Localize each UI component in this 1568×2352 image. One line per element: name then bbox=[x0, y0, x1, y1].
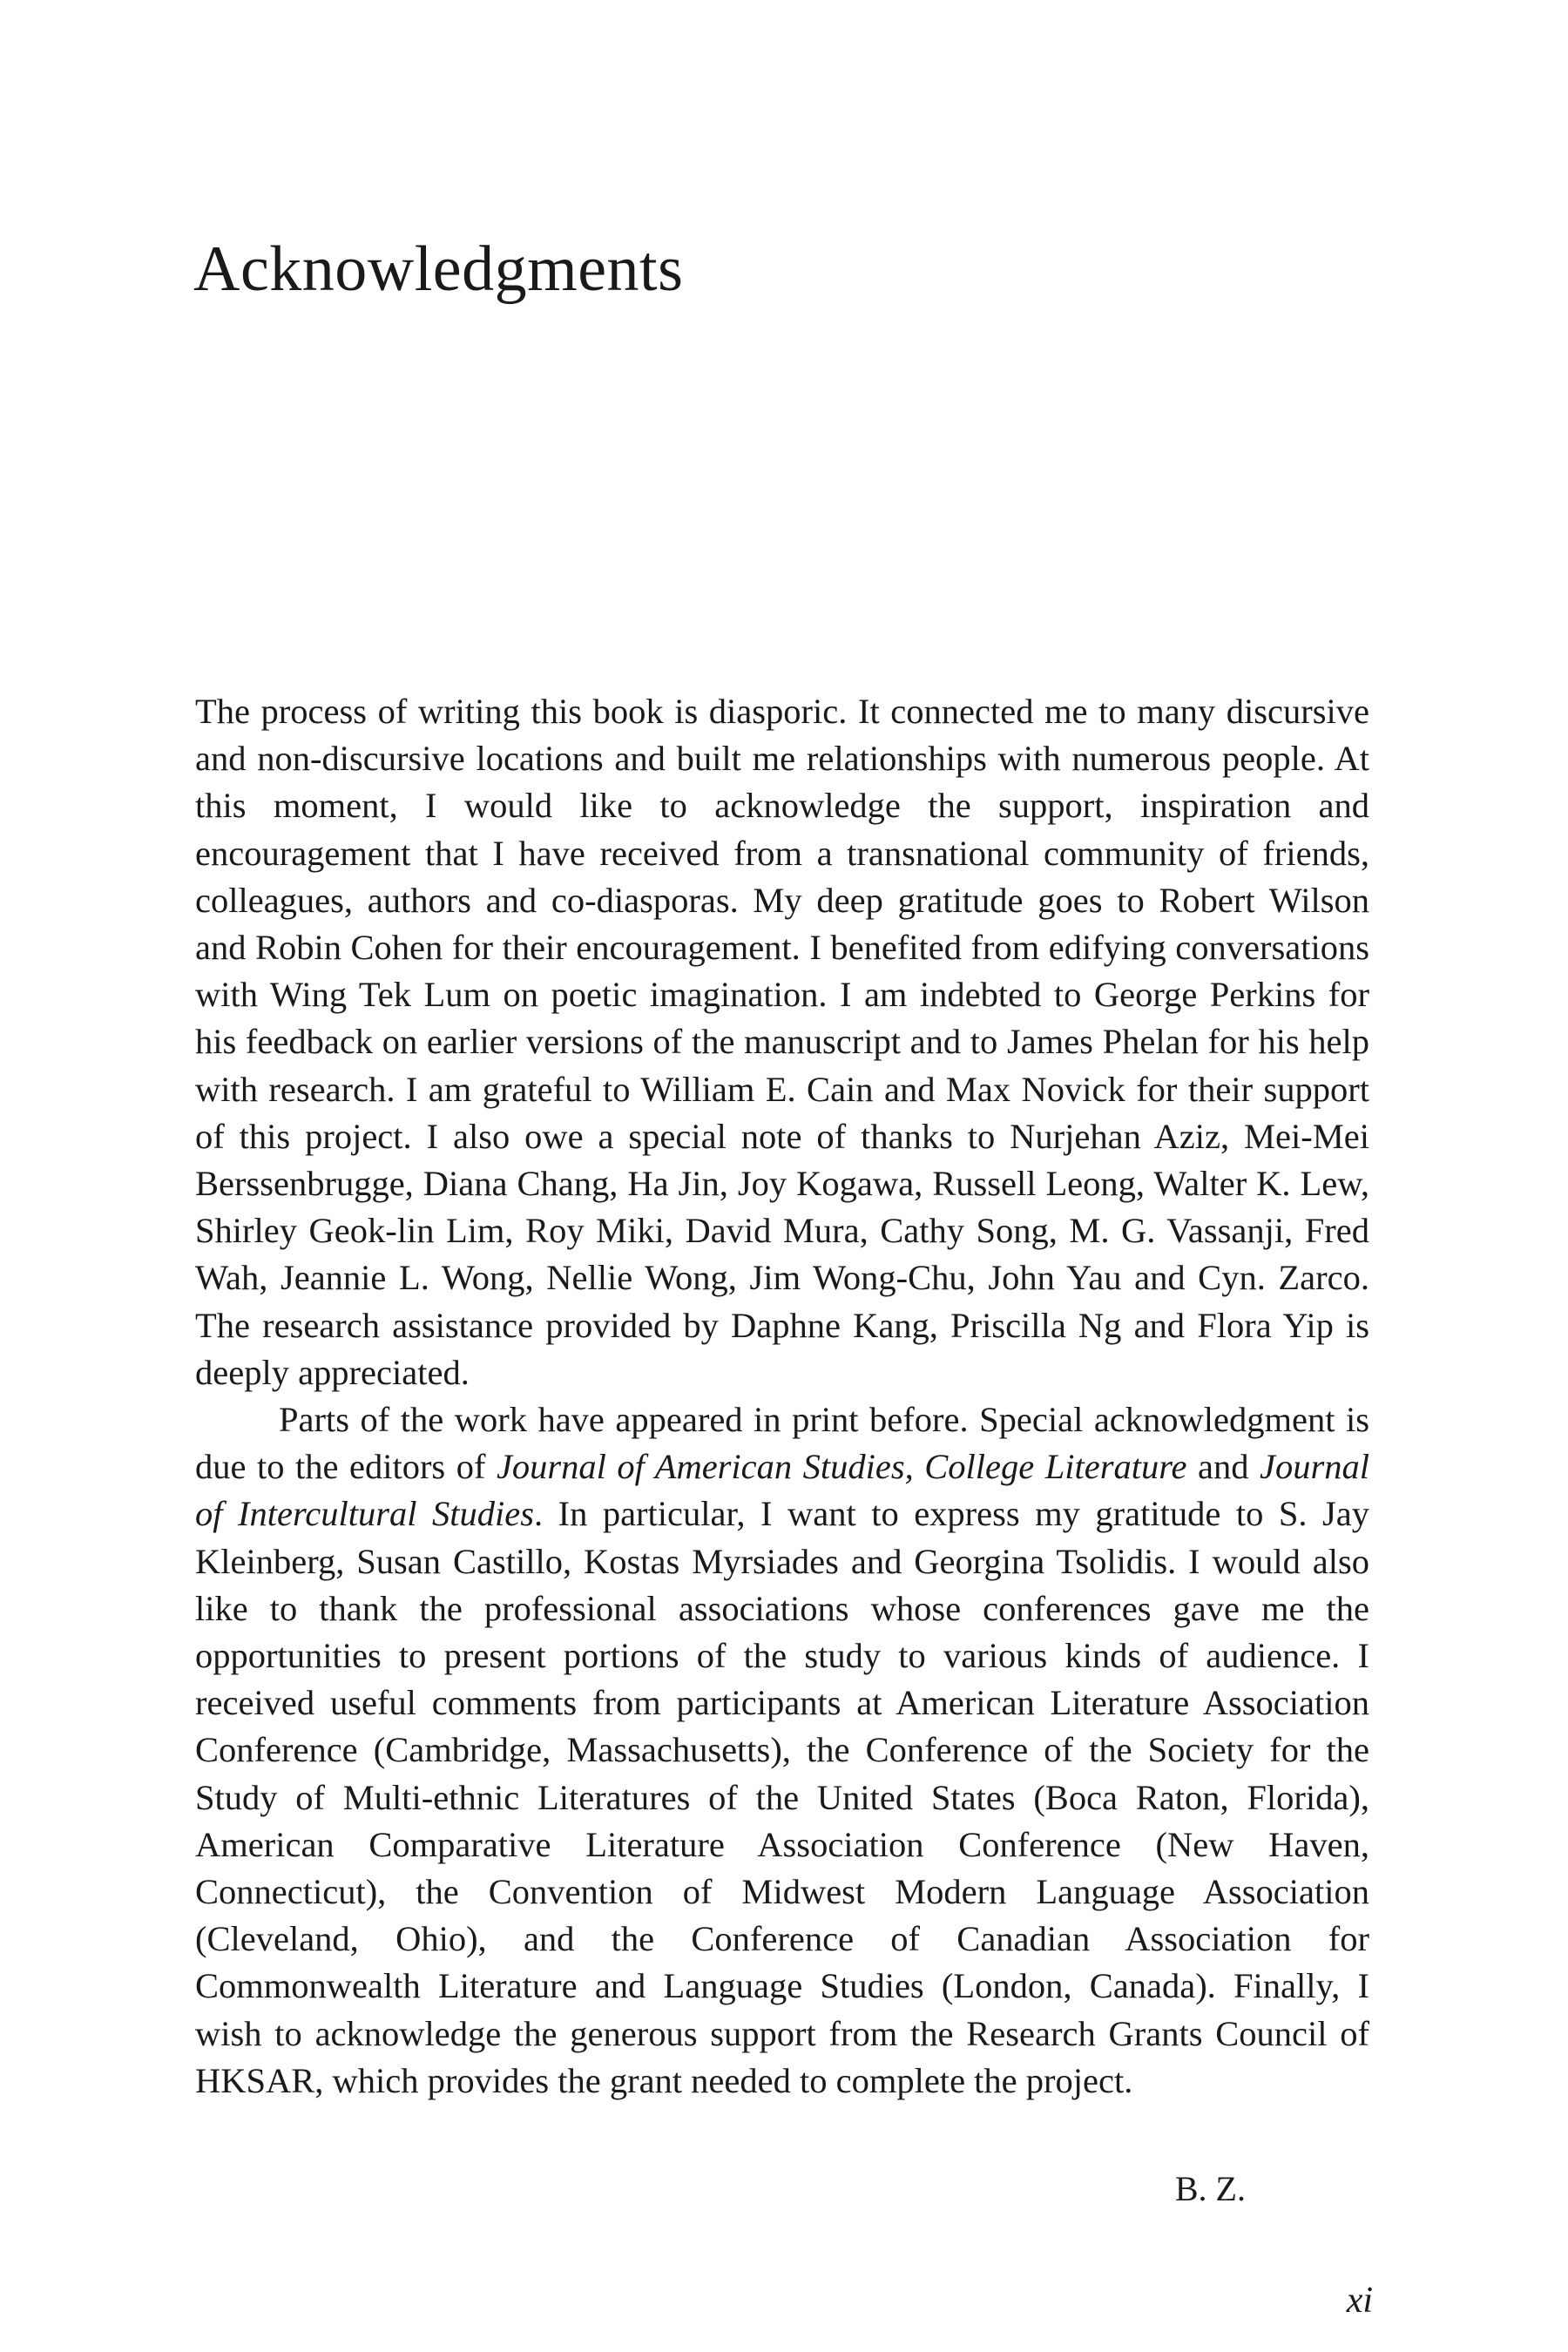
paragraph-2-text-rest: . In particular, I want to express my gratitude to S. Jay Kleinberg, Susan Castillo, Kostas Myrsiades and Georgina Tsolidis. I would also like to thank the professional associations whose conferences gave me the opportunities to present portions of the study to various kinds of audience. I received useful comments from participants at American Literature Association Conference (Cambridge, Massachusetts), the Conference of the Society for the Study of Multi-ethnic Literatures of the United States (Boca Raton, Florida), American Comparative Literature Association Conference (New Haven, Connecticut), the Convention of Midwest Modern Language Association (Cleveland, Ohio), and the Conference of Canadian Association for Commonwealth Literature and Language Studies (London, Canada). Finally, I wish to acknowledge the generous support from the Research Grants Council of HKSAR, which provides the grant needed to complete the project. bbox=[195, 1494, 1369, 2100]
page-number: xi bbox=[1346, 2281, 1373, 2321]
page-title: Acknowledgments bbox=[193, 233, 684, 305]
paragraph-1 bbox=[195, 688, 1369, 1396]
paragraph-1-text: The process of writing this book is diasporic. It connected me to many discursive and non-discursive locations and built me relationships with numerous people. At this moment, I would like to acknowledge the support, inspiration and encouragement that I have received from a transnational community of friends, colleagues, authors and co-diasporas. My deep gratitude goes to Robert Wilson and Robin Cohen for their encouragement. I benefited from edifying conversations with Wing Tek Lum on poetic imagination. I am indebted to George Perkins for his feedback on earlier versions of the manuscript and to James Phelan for his help with research. I am grateful to William E. Cain and Max Novick for their support of this project. I also owe a special note of thanks to Nurjehan Aziz, Mei-Mei Berssenbrugge, Diana Chang, Ha Jin, Joy Kogawa, Russell Leong, Walter K. Lew, Shirley Geok-lin Lim, Roy Miki, David Mura, Cathy Song, M. G. Vassanji, Fred Wah, Jeannie L. Wong, Nellie Wong, Jim Wong-Chu, John Yau and Cyn. Zarco. The research assistance provided by Daphne Kang, Priscilla Ng and Flora Yip is deeply appreciated. bbox=[195, 692, 1369, 1392]
journal-titles-american-studies-college-literature: Journal of American Studies, College Literature bbox=[496, 1447, 1187, 1487]
paragraph-2 bbox=[195, 1396, 1369, 2105]
author-initials: B. Z. bbox=[1174, 2169, 1246, 2208]
paragraph-2-conjunction: and bbox=[1186, 1447, 1260, 1487]
paragraph-2-text-intro: Parts of the work have appeared in print before. Special acknowledgment is due to the editors of bbox=[195, 1400, 1369, 1487]
acknowledgments-body bbox=[195, 688, 1369, 2105]
journal-title-intercultural-studies: Journal of Intercultural Studies bbox=[195, 1447, 1369, 1534]
